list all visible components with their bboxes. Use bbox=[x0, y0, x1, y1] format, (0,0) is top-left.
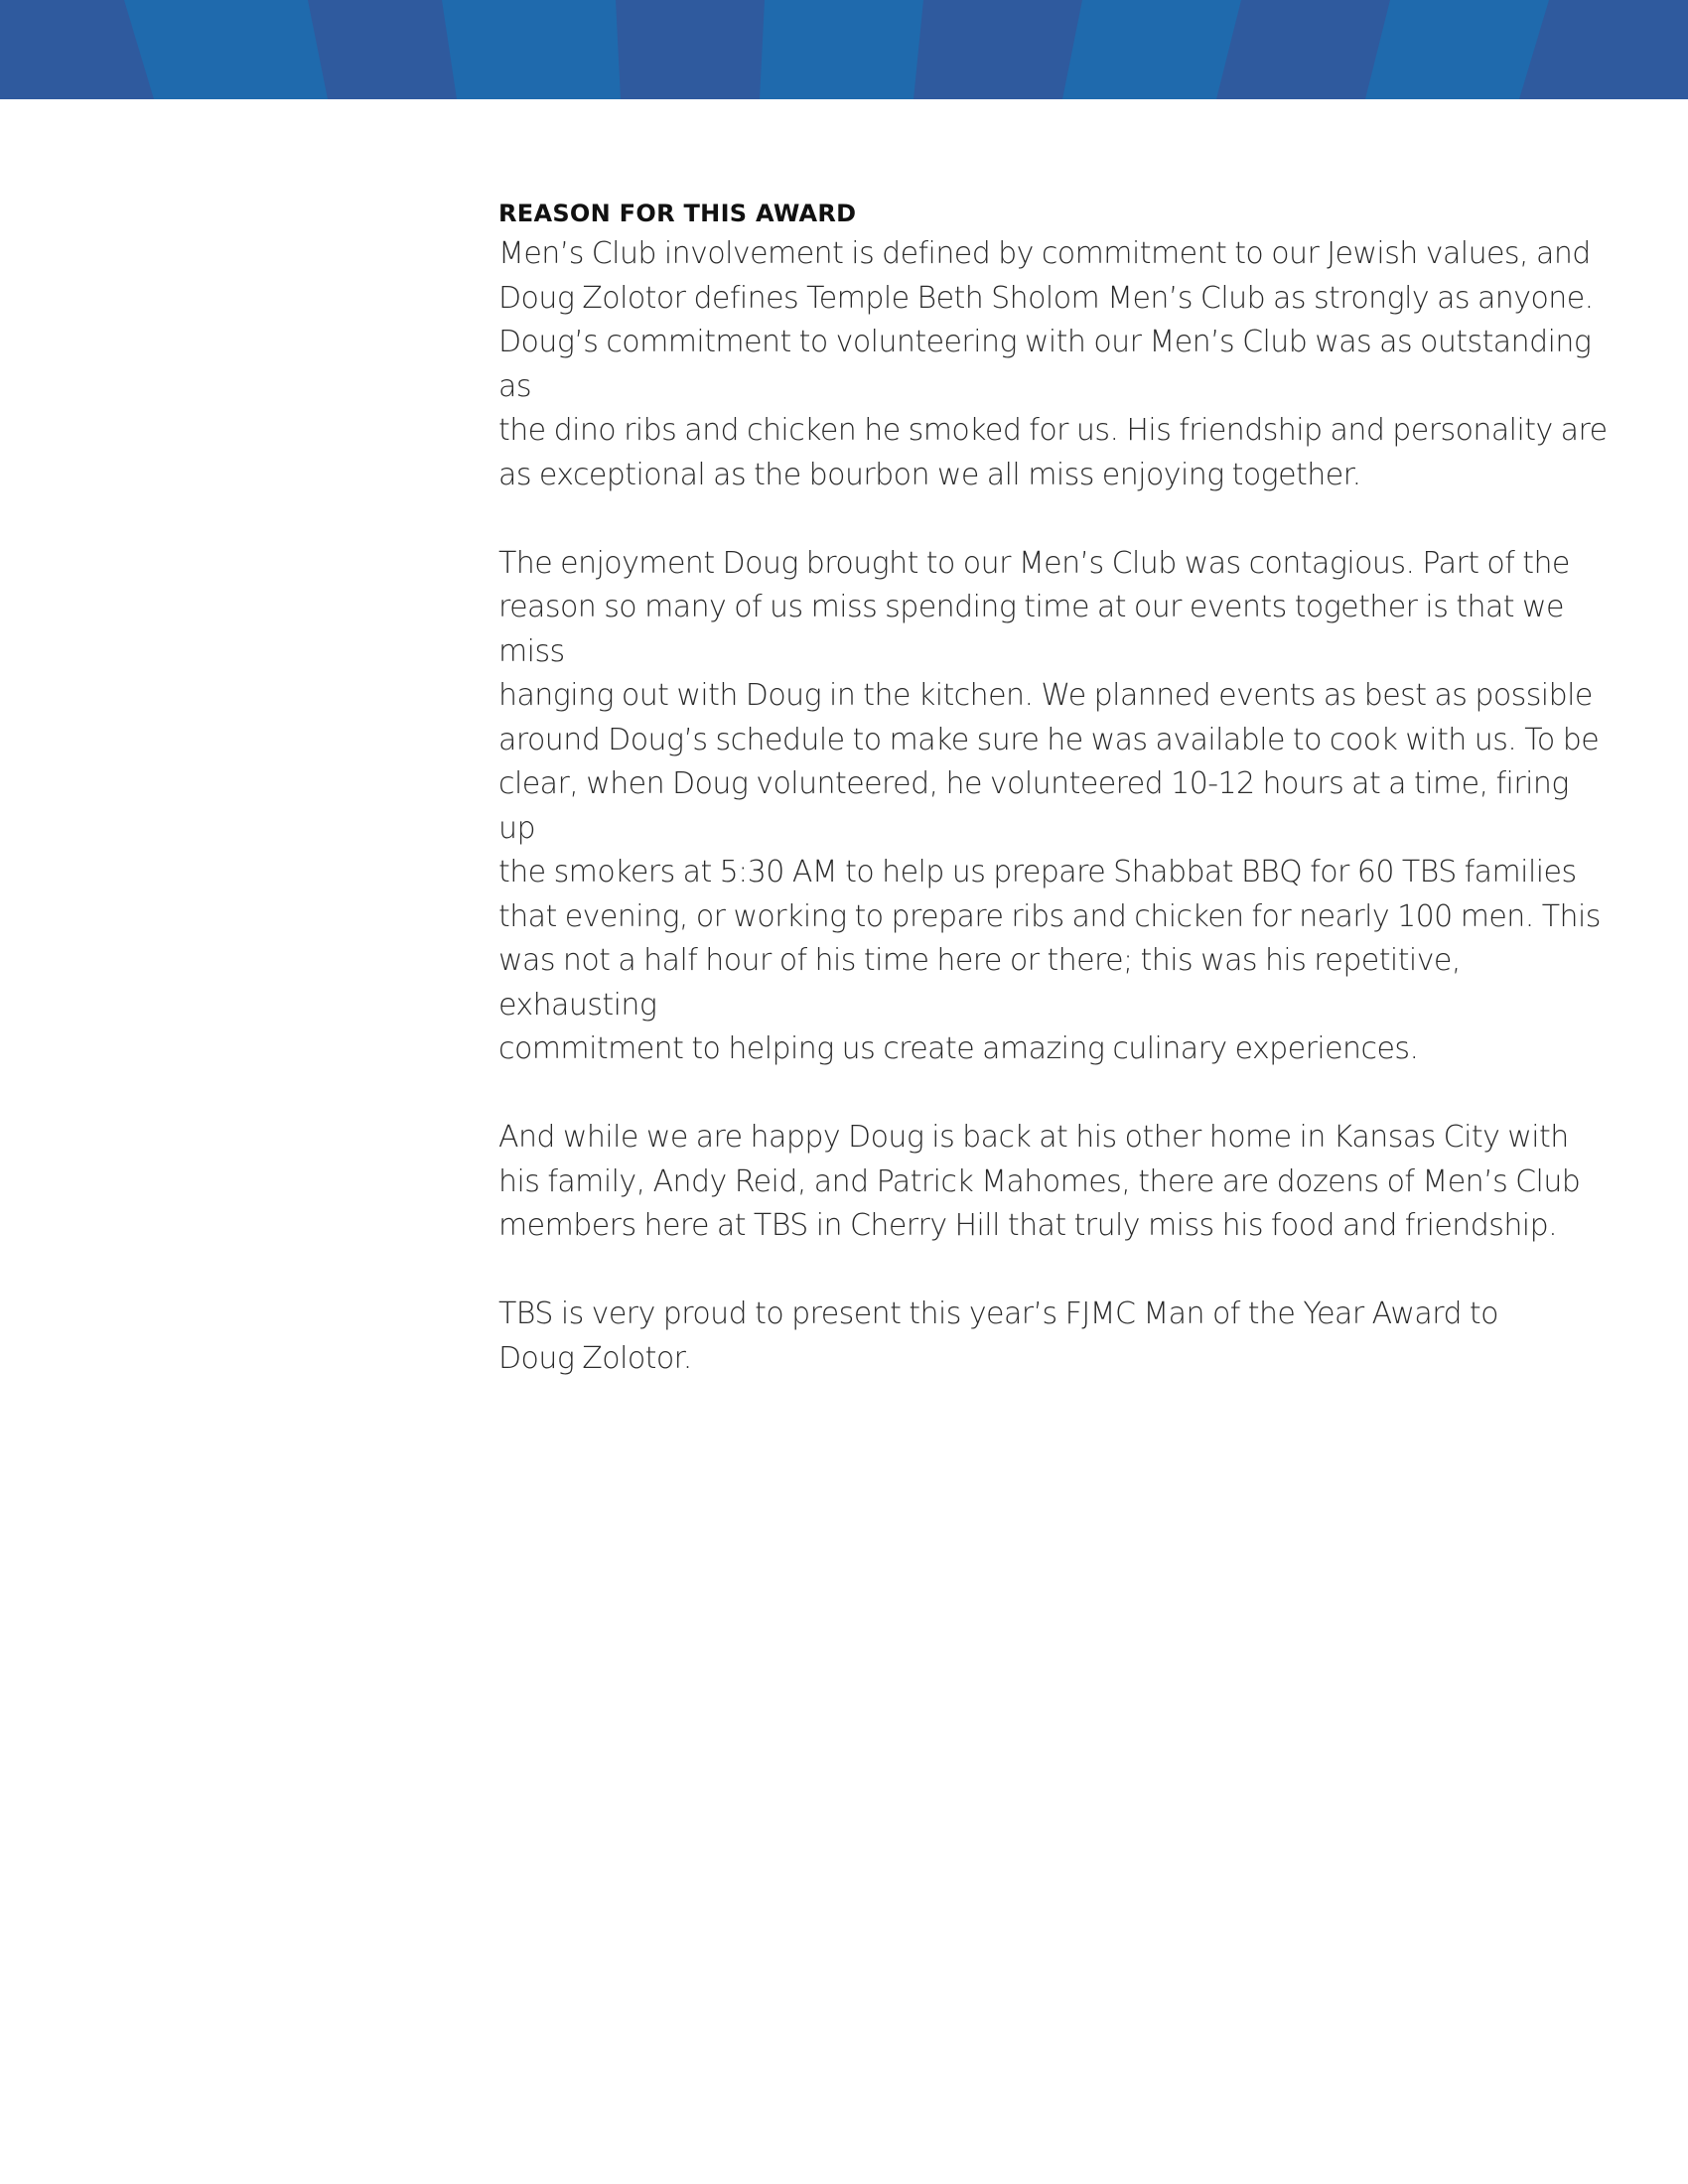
paragraph-line: commitment to helping us create amazing culinary experiences. bbox=[498, 1031, 1419, 1066]
paragraph-line: Doug’s commitment to volunteering with our Men’s Club was as outstanding as bbox=[498, 325, 1592, 404]
banner-stripes bbox=[0, 0, 1688, 99]
banner-stripe bbox=[308, 0, 457, 99]
paragraph-line: reason so many of us miss spending time at our events together is that we miss bbox=[498, 590, 1564, 669]
paragraph-line: as exceptional as the bourbon we all miss enjoying together. bbox=[498, 457, 1361, 492]
paragraph-line: And while we are happy Doug is back at his other home in Kansas City with bbox=[498, 1120, 1569, 1155]
paragraph-line: around Doug’s schedule to make sure he was available to cook with us. To be bbox=[498, 722, 1600, 757]
banner-stripe bbox=[914, 0, 1082, 99]
banner-stripe bbox=[1519, 0, 1688, 99]
paragraph-line: Doug Zolotor defines Temple Beth Sholom Men’s Club as strongly as anyone. bbox=[498, 280, 1594, 316]
paragraph-line: clear, when Doug volunteered, he volunteered 10-12 hours at a time, firing up bbox=[498, 766, 1569, 846]
banner-background bbox=[0, 0, 1688, 99]
paragraph-line: his family, Andy Reid, and Patrick Mahomes, there are dozens of Men’s Club bbox=[498, 1163, 1581, 1199]
body-paragraph-3 bbox=[498, 1116, 1611, 1249]
body-paragraph-2 bbox=[498, 542, 1611, 1072]
paragraph-line: the smokers at 5:30 AM to help us prepare Shabbat BBQ for 60 TBS families bbox=[498, 855, 1577, 889]
paragraph-line: TBS is very proud to present this year’s FJMC Man of the Year Award to bbox=[498, 1297, 1498, 1331]
body-paragraph-4 bbox=[498, 1293, 1611, 1381]
body-paragraph-1 bbox=[498, 232, 1611, 497]
paragraph-line: Men’s Club involvement is defined by commitment to our Jewish values, and bbox=[498, 236, 1591, 271]
paragraph-line: hanging out with Doug in the kitchen. We planned events as best as possible bbox=[498, 678, 1593, 713]
paragraph-line: members here at TBS in Cherry Hill that truly miss his food and friendship. bbox=[498, 1208, 1558, 1243]
paragraph-line: Doug Zolotor. bbox=[498, 1340, 692, 1376]
top-banner bbox=[0, 0, 1688, 99]
paragraph-line: The enjoyment Doug brought to our Men’s Club was contagious. Part of the bbox=[498, 545, 1570, 581]
paragraph-line: was not a half hour of his time here or there; this was his repetitive, exhausting bbox=[498, 943, 1461, 1023]
paragraphs-container bbox=[498, 232, 1611, 1381]
banner-stripe bbox=[616, 0, 765, 99]
award-reason-section bbox=[498, 197, 1611, 1426]
section-heading: REASON FOR THIS AWARD bbox=[498, 200, 857, 227]
paragraph-line: that evening, or working to prepare ribs and chicken for nearly 100 men. This bbox=[498, 898, 1601, 934]
banner-stripe bbox=[1216, 0, 1390, 99]
paragraph-line: the dino ribs and chicken he smoked for us. His friendship and personality are bbox=[498, 413, 1608, 448]
